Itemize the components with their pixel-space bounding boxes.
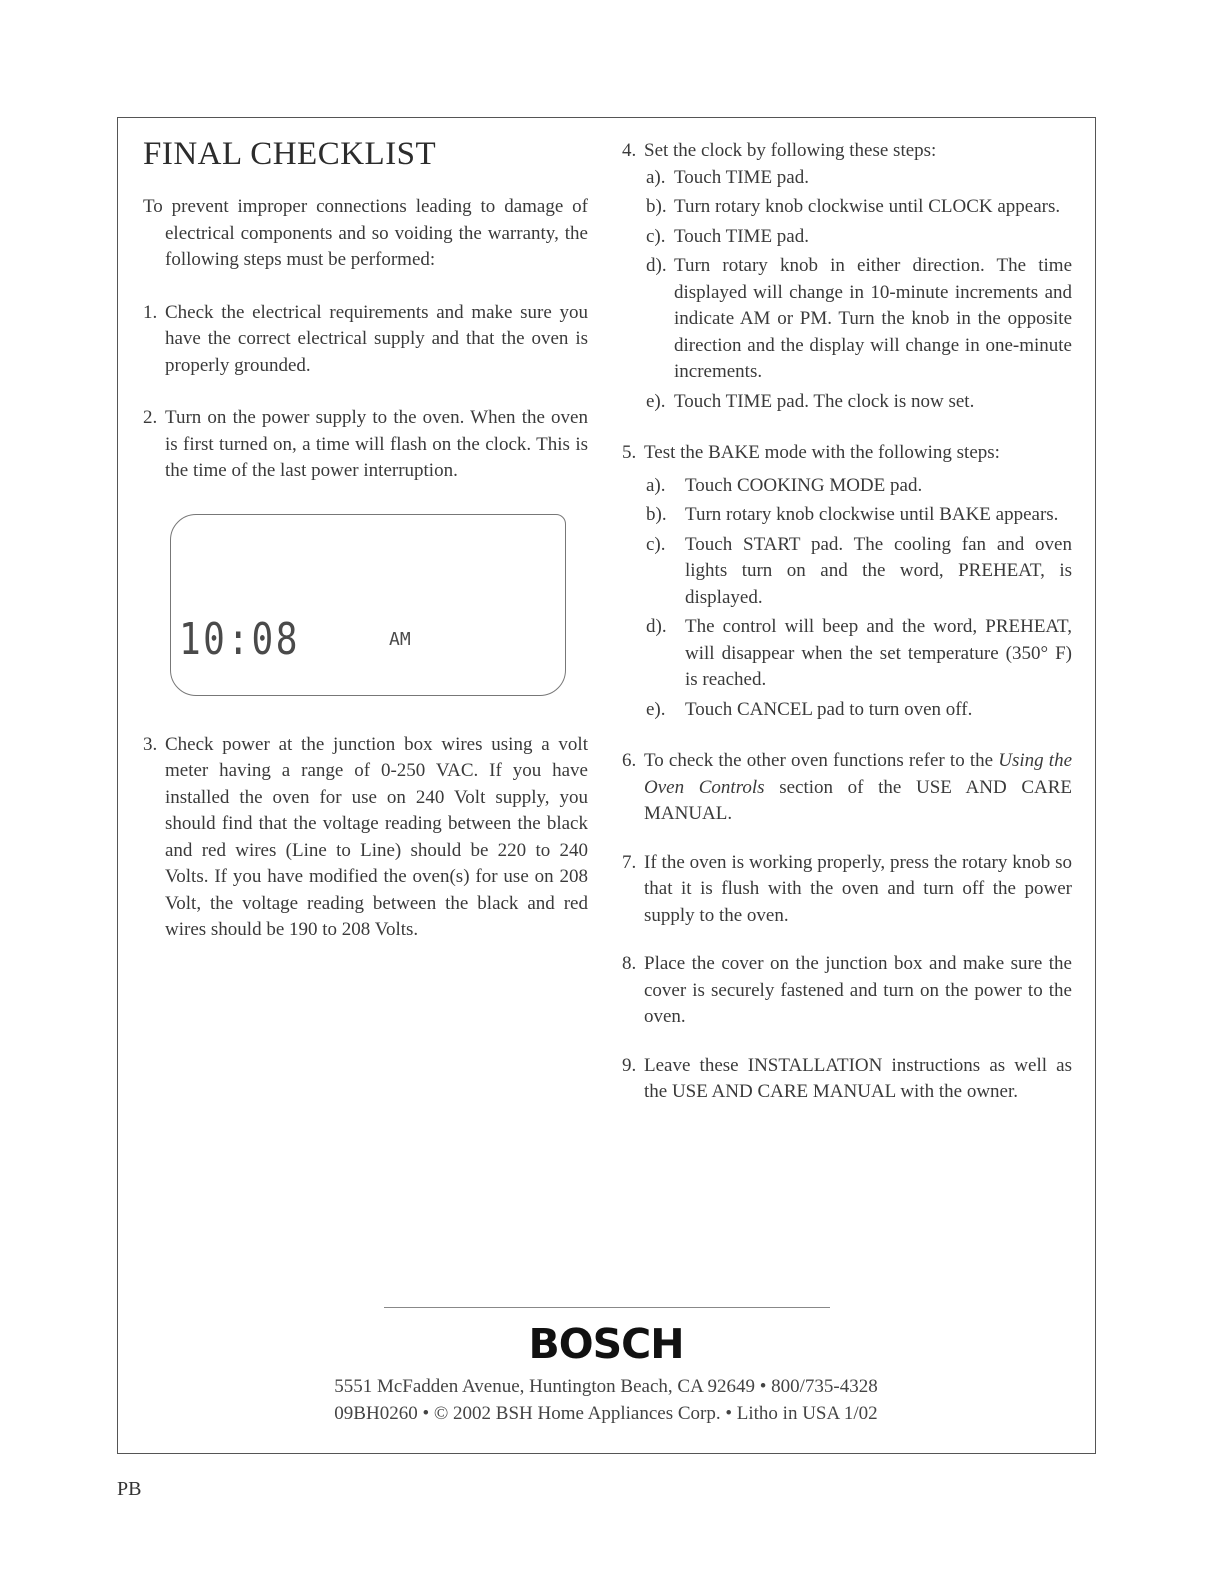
company-address: 5551 McFadden Avenue, Huntington Beach, CA 92649 • 800/735-4328	[334, 1376, 878, 1397]
item-text: Leave these INSTALLATION instructions as well as the USE AND CARE MANUAL with the owner.	[644, 1054, 1072, 1102]
step-text: Touch CANCEL pad to turn oven off.	[685, 698, 973, 720]
checklist-item-4	[622, 138, 1072, 165]
brand-logo: BOSCH	[528, 1320, 684, 1368]
item-number: 3.	[143, 733, 158, 755]
list-item	[622, 165, 1072, 192]
item-text: Check the electrical requirements and make sure you have the correct electrical supply and that the oven is properly grounded.	[165, 301, 588, 376]
intro-paragraph: To prevent improper connections leading to damage of electrical components and so voiding the warranty, the following steps must be performed:	[143, 196, 588, 270]
item-number: 5.	[622, 442, 637, 463]
item-text	[644, 748, 1072, 828]
item-text: Test the BAKE mode with the following steps:	[644, 442, 1000, 463]
step-label: e).	[646, 390, 666, 412]
step-text: Touch COOKING MODE pad.	[685, 474, 923, 496]
checklist-item-3	[143, 732, 588, 944]
item-text: Check power at the junction box wires using a volt meter having a range of 0-250 VAC. If you have installed the oven for use on 240 Volt supply, you should find that the voltage reading between the black and red wires (Line to Line) should be 220 to 240 Volts. If you have modified the oven(s) for use on 208 Volt, the voltage reading between the black and red wires should be 190 to 208 Volts.	[165, 733, 588, 940]
step-text: Turn rotary knob clockwise until BAKE appears.	[685, 504, 1059, 525]
step-label: b).	[646, 196, 667, 217]
item-text: If the oven is working properly, press the rotary knob so that it is flush with the oven and turn off the power supply to the oven.	[644, 851, 1072, 926]
item-number: 7.	[622, 851, 637, 873]
clock-steps-list	[622, 165, 1072, 416]
item-number: 6.	[622, 750, 637, 771]
right-column	[622, 138, 1072, 1106]
item-number: 4.	[622, 140, 637, 161]
list-item	[622, 473, 1072, 500]
left-column	[143, 194, 588, 944]
step-text: The control will beep and the word, PREHEAT, will disappear when the set temperature (350° F) is reached.	[685, 616, 1072, 690]
step-label: d).	[646, 255, 667, 276]
step-label: b).	[646, 504, 667, 525]
clock-time-readout: 10:08	[179, 613, 300, 665]
document-legal-line: 09BH0260 • © 2002 BSH Home Appliances Corp. • Litho in USA 1/02	[334, 1403, 878, 1424]
item-number: 9.	[622, 1054, 637, 1076]
checklist-item-5	[622, 440, 1072, 467]
item-text: Place the cover on the junction box and make sure the cover is securely fastened and turn on the power to the oven.	[644, 953, 1072, 1027]
step-label: c).	[646, 533, 666, 555]
item-number: 1.	[143, 301, 158, 323]
step-text: Touch TIME pad.	[674, 225, 809, 247]
item-text-part: section of the USE AND CARE MANUAL.	[644, 776, 1072, 824]
list-item	[622, 532, 1072, 612]
step-text: Turn rotary knob clockwise until CLOCK appears.	[674, 196, 1061, 217]
step-label: e).	[646, 698, 666, 720]
footer-divider	[384, 1307, 830, 1308]
step-text: Touch TIME pad. The clock is now set.	[674, 390, 975, 412]
item-number: 2.	[143, 407, 158, 428]
checklist-item-7	[622, 850, 1072, 930]
list-item	[622, 614, 1072, 694]
bake-steps-list	[622, 473, 1072, 724]
step-label: a).	[646, 474, 666, 496]
list-item	[622, 194, 1072, 221]
manual-section-reference: Using the Oven Controls	[644, 750, 1072, 798]
page-title: FINAL CHECKLIST	[143, 136, 437, 172]
checklist-item-6	[622, 748, 1072, 828]
list-item	[622, 224, 1072, 251]
clock-ampm-indicator: AM	[389, 628, 411, 650]
list-item	[622, 389, 1072, 416]
item-text-part: To check the other oven functions refer to the	[644, 750, 999, 771]
step-label: d).	[646, 616, 667, 637]
item-text: Set the clock by following these steps:	[644, 140, 937, 161]
step-label: c).	[646, 225, 666, 247]
step-label: a).	[646, 166, 666, 188]
list-item	[622, 502, 1072, 529]
checklist-item-1	[143, 300, 588, 380]
clock-display-illustration	[170, 514, 566, 696]
step-text: Touch START pad. The cooling fan and oven lights turn on and the word, PREHEAT, is displayed.	[685, 533, 1072, 608]
page-label: PB	[117, 1478, 142, 1500]
item-number: 8.	[622, 953, 637, 974]
checklist-item-9	[622, 1053, 1072, 1106]
item-text: Turn on the power supply to the oven. When the oven is first turned on, a time will flash on the clock. This is the time of the last power interruption.	[165, 407, 588, 481]
list-item	[622, 253, 1072, 386]
checklist-item-8	[622, 951, 1072, 1031]
checklist-item-2	[143, 405, 588, 485]
step-text: Touch TIME pad.	[674, 166, 809, 188]
step-text: Turn rotary knob in either direction. The time displayed will change in 10-minute increments and indicate AM or PM. Turn the knob in the opposite direction and the display will change in one-minute increments.	[674, 255, 1072, 382]
list-item	[622, 697, 1072, 724]
